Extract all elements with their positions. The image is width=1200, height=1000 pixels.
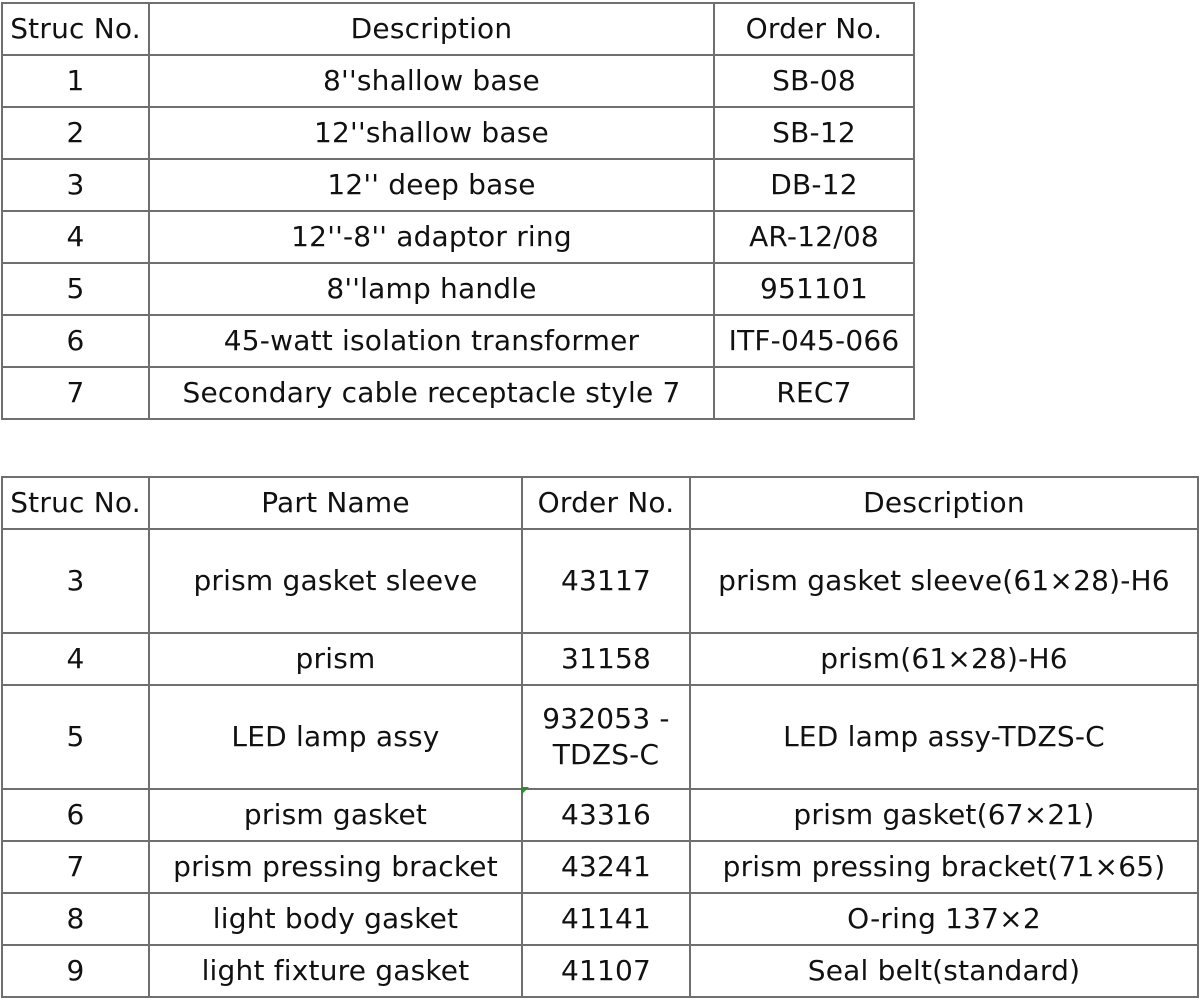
description-cell: 8''lamp handle (149, 263, 714, 315)
table-row (2, 55, 914, 107)
table-row (2, 263, 914, 315)
table-row (2, 789, 1198, 841)
order-no-cell: 43316 (522, 789, 690, 841)
table-header-row (2, 477, 1198, 529)
struc-no-cell: 6 (2, 789, 149, 841)
description-cell: prism gasket sleeve(61×28)-H6 (690, 529, 1198, 633)
order-no-cell: ITF-045-066 (714, 315, 914, 367)
struc-no-cell: 3 (2, 159, 149, 211)
order-no-cell: DB-12 (714, 159, 914, 211)
struc-no-cell: 7 (2, 367, 149, 419)
struc-no-cell: 8 (2, 893, 149, 945)
header-struc-no: Struc No. (2, 477, 149, 529)
struc-no-cell: 4 (2, 633, 149, 685)
description-cell: prism(61×28)-H6 (690, 633, 1198, 685)
description-cell: 12'' deep base (149, 159, 714, 211)
parts-table-lamp (1, 476, 1199, 998)
header-order-no: Order No. (714, 3, 914, 55)
order-no-cell: 43117 (522, 529, 690, 633)
table-row (2, 841, 1198, 893)
order-no-cell: REC7 (714, 367, 914, 419)
struc-no-cell: 4 (2, 211, 149, 263)
order-no-cell: 43241 (522, 841, 690, 893)
table-row (2, 315, 914, 367)
part-name-cell: light body gasket (149, 893, 522, 945)
order-no-cell: 932053 -TDZS-C (522, 685, 690, 789)
description-cell: LED lamp assy-TDZS-C (690, 685, 1198, 789)
struc-no-cell: 5 (2, 685, 149, 789)
cell-corner-marker (521, 787, 529, 795)
description-cell: 45-watt isolation transformer (149, 315, 714, 367)
table-row (2, 685, 1198, 789)
order-no-cell: 41107 (522, 945, 690, 997)
description-cell: 12''shallow base (149, 107, 714, 159)
table-row (2, 529, 1198, 633)
part-name-cell: prism (149, 633, 522, 685)
description-cell: 12''-8'' adaptor ring (149, 211, 714, 263)
table-row (2, 633, 1198, 685)
part-name-cell: prism gasket (149, 789, 522, 841)
order-no-cell: 951101 (714, 263, 914, 315)
header-part-name: Part Name (149, 477, 522, 529)
struc-no-cell: 2 (2, 107, 149, 159)
description-cell: prism pressing bracket(71×65) (690, 841, 1198, 893)
order-no-cell: SB-08 (714, 55, 914, 107)
parts-table-bases (1, 2, 915, 420)
part-name-cell: LED lamp assy (149, 685, 522, 789)
table-row (2, 367, 914, 419)
struc-no-cell: 7 (2, 841, 149, 893)
table-row (2, 893, 1198, 945)
struc-no-cell: 3 (2, 529, 149, 633)
table-row (2, 107, 914, 159)
table-row (2, 159, 914, 211)
description-cell: Seal belt(standard) (690, 945, 1198, 997)
header-order-no: Order No. (522, 477, 690, 529)
header-description: Description (690, 477, 1198, 529)
header-description: Description (149, 3, 714, 55)
order-no-cell: 41141 (522, 893, 690, 945)
part-name-cell: prism gasket sleeve (149, 529, 522, 633)
order-no-cell: SB-12 (714, 107, 914, 159)
description-cell: prism gasket(67×21) (690, 789, 1198, 841)
struc-no-cell: 6 (2, 315, 149, 367)
part-name-cell: light fixture gasket (149, 945, 522, 997)
table-header-row (2, 3, 914, 55)
struc-no-cell: 5 (2, 263, 149, 315)
order-no-cell: 31158 (522, 633, 690, 685)
table-row (2, 945, 1198, 997)
description-cell: Secondary cable receptacle style 7 (149, 367, 714, 419)
description-cell: 8''shallow base (149, 55, 714, 107)
struc-no-cell: 1 (2, 55, 149, 107)
header-struc-no: Struc No. (2, 3, 149, 55)
order-no-cell: AR-12/08 (714, 211, 914, 263)
part-name-cell: prism pressing bracket (149, 841, 522, 893)
table-row (2, 211, 914, 263)
struc-no-cell: 9 (2, 945, 149, 997)
description-cell: O-ring 137×2 (690, 893, 1198, 945)
